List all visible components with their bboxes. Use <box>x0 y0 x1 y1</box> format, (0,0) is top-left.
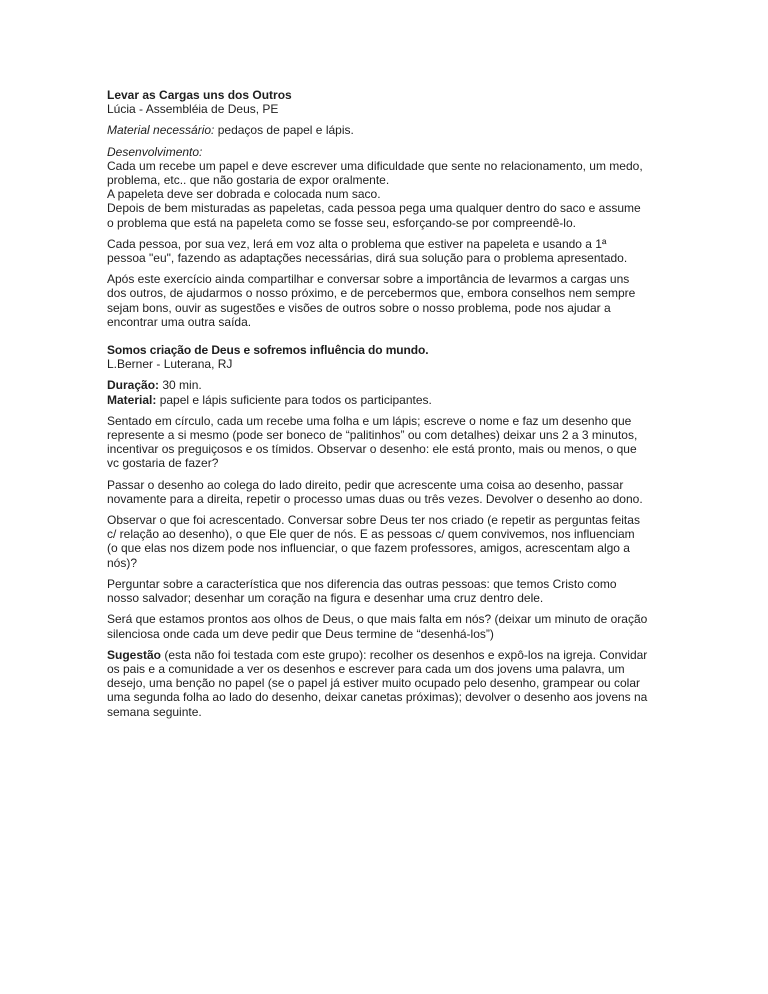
para-line: nós)? <box>107 555 138 570</box>
para-line: Passar o desenho ao colega do lado direito, pedir que acrescente uma coisa ao desenho, passar <box>107 477 624 492</box>
suggestion-text: (esta não foi testada com este grupo): recolher os desenhos e expô-los na igreja. Convidar <box>161 647 648 662</box>
document-page <box>107 88 667 719</box>
material-label: Material: <box>107 392 157 407</box>
dev-line: A papeleta deve ser dobrada e colocada num saco. <box>107 187 381 202</box>
dev-line: o problema que está na papeleta como se fosse seu, esforçando-se por compreendê-lo. <box>107 215 576 230</box>
para-line: incentivar os preguiçosos e os tímidos. Observar o desenho: ele está pronto, mais ou menos, o que <box>107 442 637 457</box>
section2-author: L.Berner - Luterana, RJ <box>107 357 233 372</box>
para-line: nosso salvador; desenhar um coração na figura e desenhar uma cruz dentro dele. <box>107 591 544 606</box>
para-line: uma segunda folha ao lado do desenho, deixar canetas próximas); devolver o desenho aos jovens na <box>107 690 648 705</box>
para-line: pessoa "eu", fazendo as adaptações necessárias, dirá sua solução para o problema apresentado. <box>107 251 628 266</box>
para-line: dos outros, de ajudarmos o nosso próximo, e de percebermos que, embora conselhos nem sempre <box>107 286 636 301</box>
para-line: vc gostaria de fazer? <box>107 456 219 471</box>
section1-material <box>107 123 667 137</box>
section1-author: Lúcia - Assembléia de Deus, PE <box>107 102 279 117</box>
para-line: encontrar uma outra saída. <box>107 314 252 329</box>
dev-line: problema, etc.. que não gostaria de expor oralmente. <box>107 173 390 188</box>
material-text: pedaços de papel e lápis. <box>214 123 354 138</box>
para-line: Perguntar sobre a característica que nos diferencia das outras pessoas: que temos Cristo como <box>107 576 617 591</box>
para-line: semana seguinte. <box>107 704 202 719</box>
para-line: Observar o que foi acrescentado. Conversar sobre Deus ter nos criado (e repetir as perguntas feitas <box>107 513 640 528</box>
duration-text: 30 min. <box>159 378 202 393</box>
para-line: Cada pessoa, por sua vez, lerá em voz alta o problema que estiver na papeleta e usando a 1ª <box>107 236 607 251</box>
section1-title: Levar as Cargas uns dos Outros <box>107 88 292 102</box>
para-line: novamente para a direita, repetir o processo umas duas ou três vezes. Devolver o desenho ao dono. <box>107 491 643 506</box>
material-label: Material necessário: <box>107 123 215 138</box>
para-line: represente a si mesmo (pode ser boneco de “palitinhos” ou com detalhes) deixar uns 2 a 3 minutos, <box>107 428 638 443</box>
para-line: sejam bons, ouvir as sugestões e visões de outros sobre o nosso problema, pode nos ajudar a <box>107 300 611 315</box>
duration <box>107 378 667 392</box>
material-text: papel e lápis suficiente para todos os participantes. <box>156 392 432 407</box>
para-line: c/ relação ao desenho), o que Ele quer de nós. E as pessoas c/ quem convivemos, nos influenciam <box>107 527 635 542</box>
para-line: Será que estamos prontos aos olhos de Deus, o que mais falta em nós? (deixar um minuto de oração <box>107 612 648 627</box>
development-label: Desenvolvimento: <box>107 144 203 159</box>
section2-title: Somos criação de Deus e sofremos influência do mundo. <box>107 343 429 358</box>
para-line: os pais e a comunidade a ver os desenhos e escrever para cada um dos jovens uma palavra, um <box>107 661 625 676</box>
para-line: desejo, uma benção no papel (se o papel já estiver muito ocupado pelo desenho, grampear ou colar <box>107 676 641 691</box>
para-line: Após este exercício ainda compartilhar e conversar sobre a importância de levarmos a cargas uns <box>107 272 630 287</box>
dev-line: Depois de bem misturadas as papeletas, cada pessoa pega uma qualquer dentro do saco e assume <box>107 201 641 216</box>
para-line: silenciosa onde cada um deve pedir que Deus termine de “desenhá-los”) <box>107 626 494 641</box>
para-line: Sentado em círculo, cada um recebe uma folha e um lápis; escreve o nome e faz um desenho que <box>107 413 632 428</box>
suggestion-line <box>107 648 667 662</box>
para-line: (o que elas nos dizem pode nos influenciar, o que fazem professores, amigos, acrescentam algo a <box>107 541 630 556</box>
dev-line: Cada um recebe um papel e deve escrever uma dificuldade que sente no relacionamento, um medo, <box>107 158 643 173</box>
suggestion-label: Sugestão <box>107 647 162 662</box>
section2-material <box>107 393 667 407</box>
duration-label: Duração: <box>107 378 160 393</box>
